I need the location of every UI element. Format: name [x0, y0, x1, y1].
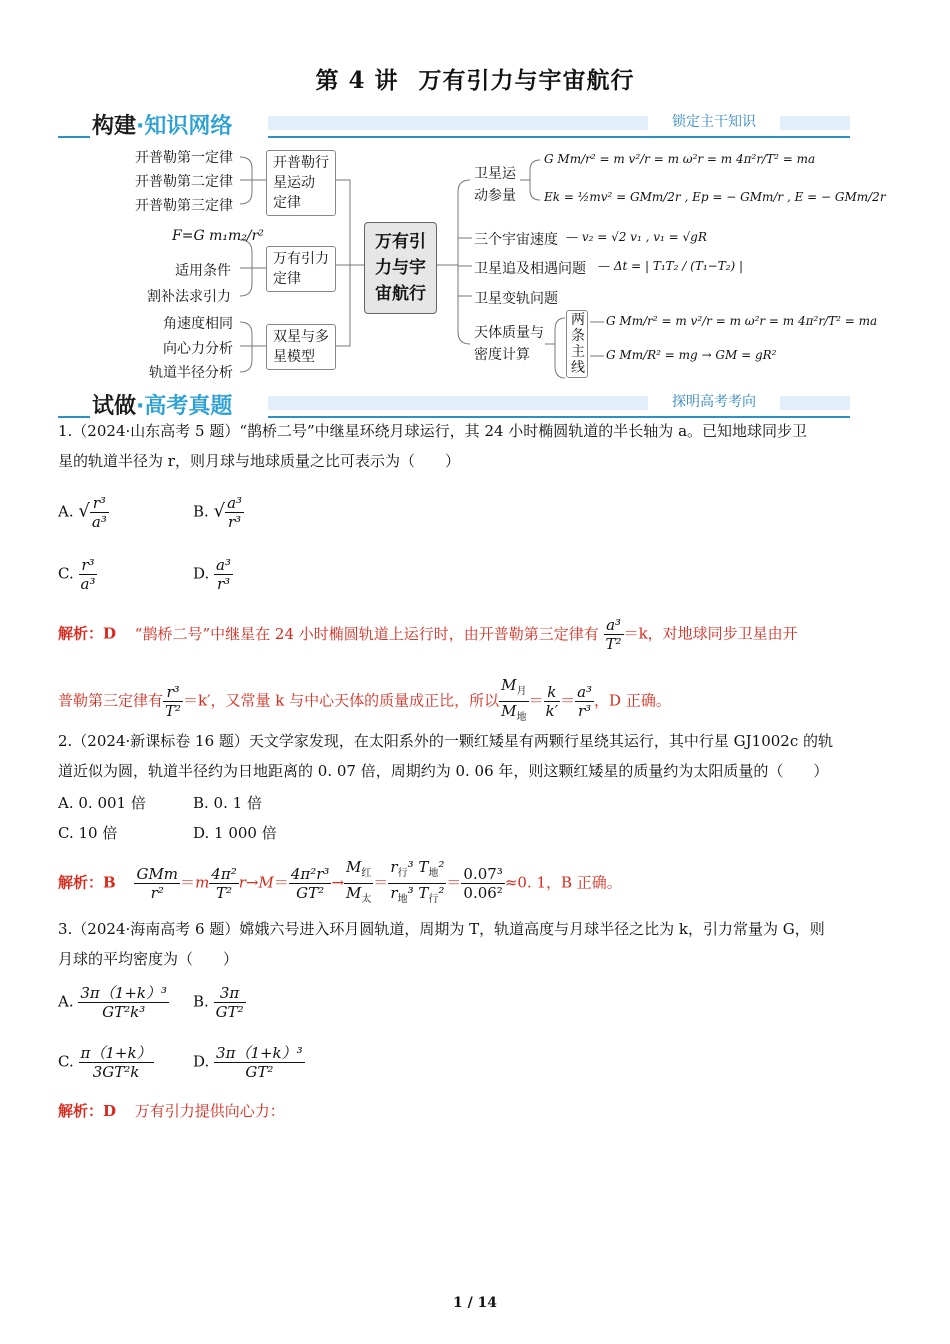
sqrt-icon: √: [213, 500, 226, 522]
lecture-title: 万有引力与宇宙航行: [418, 67, 635, 94]
section-banner-knowledge: 构建·知识网络 锁定主干知识: [58, 112, 850, 142]
section-banner-exam: 试做·高考真题 探明高考考向: [58, 392, 850, 422]
lecture-number: 第 4 讲: [315, 67, 399, 94]
satellite-formula-2: Ek = ½mv² = GMm/2r , Ep = − GMm/r , E = − GMm/2r: [544, 190, 886, 204]
satellite-parameters: 卫星运 动参量: [474, 166, 516, 204]
q2-analysis: 解析：B $\frac{\text{GMm}}{\text{r²}}$ ＝m $\frac{\text{4π²}}{\text{T²}}$ r→M＝ $\frac{\text{4π²r³}}{\text{GT²}}$ → $\frac{M_红}{M_太}$ ＝ $\frac{r_行^3 T_地^2}{r_地^3 T_行^2}$ ＝ $\frac{\text{0.07³}}{\text{0.06²}}$ ≈0. 1，B 正确。: [58, 858, 622, 905]
q3-analysis: 解析：D 万有引力提供向心力：: [58, 1102, 285, 1120]
banner-title-b: 知识网络: [144, 114, 233, 139]
q2-answer-label: 解析：B: [58, 873, 116, 892]
knowledge-map: [0, 0, 950, 400]
q3-option-a-value: $\frac{\text{3π（1+k）³}}{\text{GT²k³}}$: [80, 984, 168, 1021]
q1-option-a-value: $\frac{\text{r³}}{\text{a³}}$: [91, 494, 107, 531]
q1-option-c-value: $\frac{\text{r³}}{\text{a³}}$: [80, 556, 96, 593]
satellite-rendezvous: 卫星追及相遇问题: [474, 261, 586, 277]
q3-option-b: B. $\frac{3\pi}{\text{GT²}}$: [193, 984, 244, 1021]
q2-stem-line2: 道近似为圆，轨道半径约为日地距离的 0. 07 倍，周期约为 0. 06 年，则这颗红矮星的质量约为太阳质量的（ ）: [58, 762, 829, 780]
banner-title-a: 构建: [92, 114, 137, 139]
q1-stem-line2: 星的轨道半径为 r，则月球与地球质量之比可表示为（ ）: [58, 452, 460, 470]
q1-option-d: D. $\frac{\text{a³}}{\text{r³}}$: [193, 556, 232, 593]
mass-formula-1: G Mm/r² = m v²/r = m ω²r = m 4π²r/T² = ma: [606, 314, 878, 328]
centripetal-analysis: 向心力分析: [163, 341, 233, 357]
applicable-conditions: 适用条件: [175, 263, 231, 279]
q3-answer-label: 解析：D: [58, 1102, 117, 1120]
q1-option-a: A. √ $\frac{\text{r³}}{\text{a³}}$: [58, 494, 107, 531]
q3-stem-line2: 月球的平均密度为（ ）: [58, 950, 239, 968]
q1-analysis-line1: 解析：D “鹊桥二号”中继星在 24 小时椭圆轨道上运行时，由开普勒第三定律有 $\frac{\text{a³}}{\text{T²}}$ ＝k，对地球同步卫星由开: [58, 616, 798, 653]
page-number: 1 / 14: [452, 1295, 498, 1311]
rendezvous-formula: — Δt = | T₁T₂ / (T₁−T₂) |: [598, 259, 744, 273]
same-angular-velocity: 角速度相同: [163, 316, 233, 332]
satellite-formula-1: G Mm/r² = m v²/r = m ω²r = m 4π²r/T² = ma: [544, 152, 816, 166]
kepler-laws-box: 开普勒行 星运动 定律: [266, 150, 336, 216]
banner-title-b: 高考真题: [144, 394, 233, 419]
q1-option-b: B. √ $\frac{\text{a³}}{\text{r³}}$: [193, 494, 243, 531]
q1-analysis-line2: 普勒第三定律有 $\frac{\text{r³}}{\text{T²}}$ ＝k′，又常量 k 与中心天体的质量成正比，所以 $\frac{M_月}{M_地}$ ＝ $\frac{k}{k'}$ ＝ $\frac{\text{a³}}{\text{r³}}$ ，D 正确。: [58, 676, 671, 723]
q2-stem-line1: 2.（2024·新课标卷 16 题）天文学家发现，在太阳系外的一颗红矮星有两颗行星绕其运行，其中行星 GJ1002c 的轨: [58, 732, 833, 750]
banner-tag: 锁定主干知识: [648, 112, 780, 132]
cosmic-velocities-formula: — v₂ = √2 v₁ , v₁ = √gR: [566, 230, 707, 244]
kepler-law-2: 开普勒第二定律: [135, 174, 233, 190]
q3-option-d-value: $\frac{\text{3π（1+k）³}}{\text{GT²}}$: [216, 1044, 303, 1081]
cosmic-velocities: 三个宇宙速度: [474, 232, 558, 248]
q3-option-a: A. $\frac{\text{3π（1+k）³}}{\text{GT²k³}}$: [58, 984, 168, 1021]
q2-option-b: B. 0. 1 倍: [193, 794, 262, 812]
kepler-law-1: 开普勒第一定律: [135, 150, 233, 166]
q3-stem-line1: 3.（2024·海南高考 6 题）嫦娥六号进入环月圆轨道，周期为 T，轨道高度与月球半径之比为 k，引力常量为 G，则: [58, 920, 825, 938]
q1-option-b-value: $\frac{\text{a³}}{\text{r³}}$: [227, 494, 243, 531]
two-main-lines-box: 两 条 主 线: [566, 310, 588, 378]
q3-option-c-value: $\frac{\pi(1+k)}{\text{3GT²k}}$: [80, 1044, 152, 1081]
gravitation-formula: F=G m₁m₂/r²: [172, 228, 264, 244]
q3-option-d: D. $\frac{\text{3π（1+k）³}}{\text{GT²}}$: [193, 1044, 303, 1081]
cut-fill-method: 割补法求引力: [147, 289, 231, 305]
banner-tag: 探明高考考向: [648, 392, 780, 412]
banner-title-a: 试做: [92, 394, 137, 419]
orbit-radius-analysis: 轨道半径分析: [149, 365, 233, 381]
q2-option-c: C. 10 倍: [58, 824, 118, 842]
gravitation-law-box: 万有引力 定律: [266, 246, 336, 292]
center-topic-box: 万有引 力与宇 宙航行: [364, 222, 437, 314]
mass-density-calc: 天体质量与 密度计算: [474, 325, 544, 363]
q2-option-d: D. 1 000 倍: [193, 824, 277, 842]
q3-option-b-value: $\frac{3\pi}{\text{GT²}}$: [215, 984, 244, 1021]
q2-option-a: A. 0. 001 倍: [58, 794, 146, 812]
binary-star-box: 双星与多 星模型: [266, 324, 336, 370]
orbit-change: 卫星变轨问题: [474, 291, 558, 307]
sqrt-icon: √: [78, 500, 90, 522]
q1-option-d-value: $\frac{\text{a³}}{\text{r³}}$: [216, 556, 232, 593]
q3-option-c: C. $\frac{\pi(1+k)}{\text{3GT²k}}$: [58, 1044, 152, 1081]
q1-answer-label: 解析：D: [58, 624, 117, 643]
q1-option-c: C. $\frac{\text{r³}}{\text{a³}}$: [58, 556, 96, 593]
mass-formula-2: G Mm/R² = mg → GM = gR²: [606, 348, 777, 362]
q1-stem-line1: 1.（2024·山东高考 5 题）“鹊桥二号”中继星环绕月球运行，其 24 小时椭圆轨道的半长轴为 a。已知地球同步卫: [58, 422, 808, 440]
kepler-law-3: 开普勒第三定律: [135, 198, 233, 214]
